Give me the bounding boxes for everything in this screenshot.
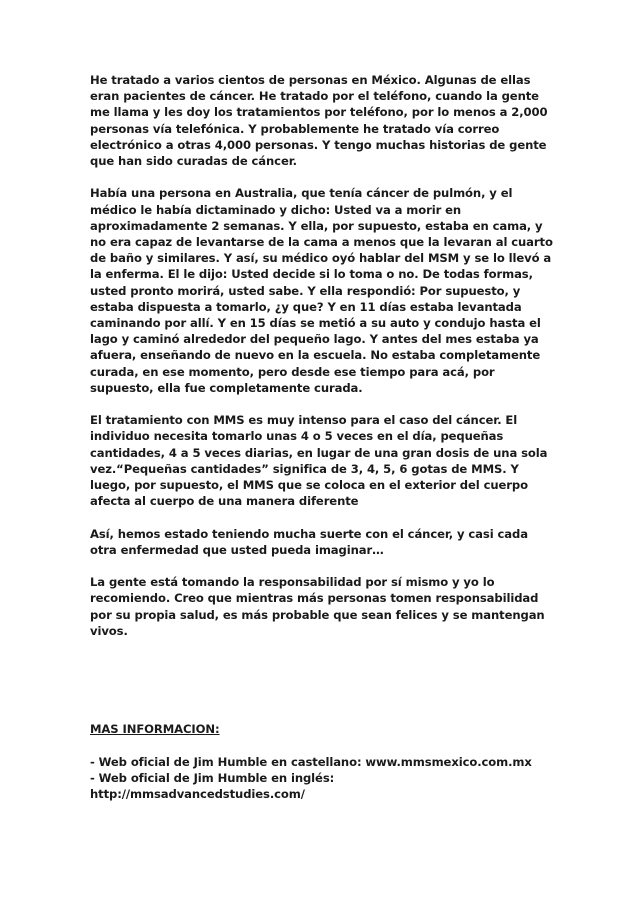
paragraph-responsibility: La gente está tomando la responsabilidad por sí mismo y yo lo recomiendo. Creo que mientras más personas tomen responsabilidad por su propia salud, es más probable que sean felices y se mantengan vivos. (90, 575, 545, 638)
more-info-english-site-label: - Web oficial de Jim Humble en inglés: (90, 770, 335, 785)
paragraph-treated-patients: He tratado a varios cientos de personas en México. Algunas de ellas eran pacientes de cáncer. He tratado por el teléfono, cuando la gente me llama y les doy los tratamientos por teléfono, por lo menos a 2,000 personas vía telefónica. Y probablemente he tratado vía correo electrónico a otras 4,000 personas. Y tengo muchas historias de gente que han sido curadas de cáncer. (90, 73, 548, 169)
paragraph-australia-story: Había una persona en Australia, que tenía cáncer de pulmón, y el médico le había dictaminado y dicho: Usted va a morir en aproximadamente 2 semanas. Y ella, por supuesto, estaba en cama, y no era capaz de levantarse de la cama a menos que la levaran al cuarto de baño y similares. Y así, su médico oyó hablar del MSM y se lo llevó a la enferma. El le dijo: Usted decide si lo toma o no. De todas formas, usted pronto morirá, usted sabe. Y ella respondió: Por supuesto, y estaba dispuesta a tomarlo, ¿y que? Y en 11 días estaba levantada caminando por allí. Y en 15 días se metió a su auto y condujo hasta el lago y caminó alrededor del pequeño lago. Y antes del mes estaba ya afuera, enseñando de nuevo en la escuela. No estaba completamente curada, en ese momento, pero desde ese tiempo para acá, por supuesto, ella fue completamente curada. (90, 186, 553, 395)
more-info-english-site-url[interactable]: http://mmsadvancedstudies.com/ (90, 787, 305, 802)
spacer (90, 655, 554, 721)
more-info-heading: MAS INFORMACION: (90, 722, 220, 737)
document-body (90, 72, 554, 802)
more-info-spanish-site[interactable]: - Web oficial de Jim Humble en castellano: www.mmsmexico.com.mx (90, 754, 532, 769)
paragraph-luck-with-cancer: Así, hemos estado teniendo mucha suerte con el cáncer, y casi cada otra enfermedad que usted pueda imaginar… (90, 526, 528, 557)
paragraph-mms-treatment: El tratamiento con MMS es muy intenso para el caso del cáncer. El individuo necesita tomarlo unas 4 o 5 veces en el día, pequeñas cantidades, 4 a 5 veces diarias, en lugar de una gran dosis de una sola vez.“Pequeñas cantidades” significa de 3, 4, 5, 6 gotas de MMS. Y luego, por supuesto, el MMS que se coloca en el exterior del cuerpo afecta al cuerpo de una manera diferente (90, 413, 548, 509)
